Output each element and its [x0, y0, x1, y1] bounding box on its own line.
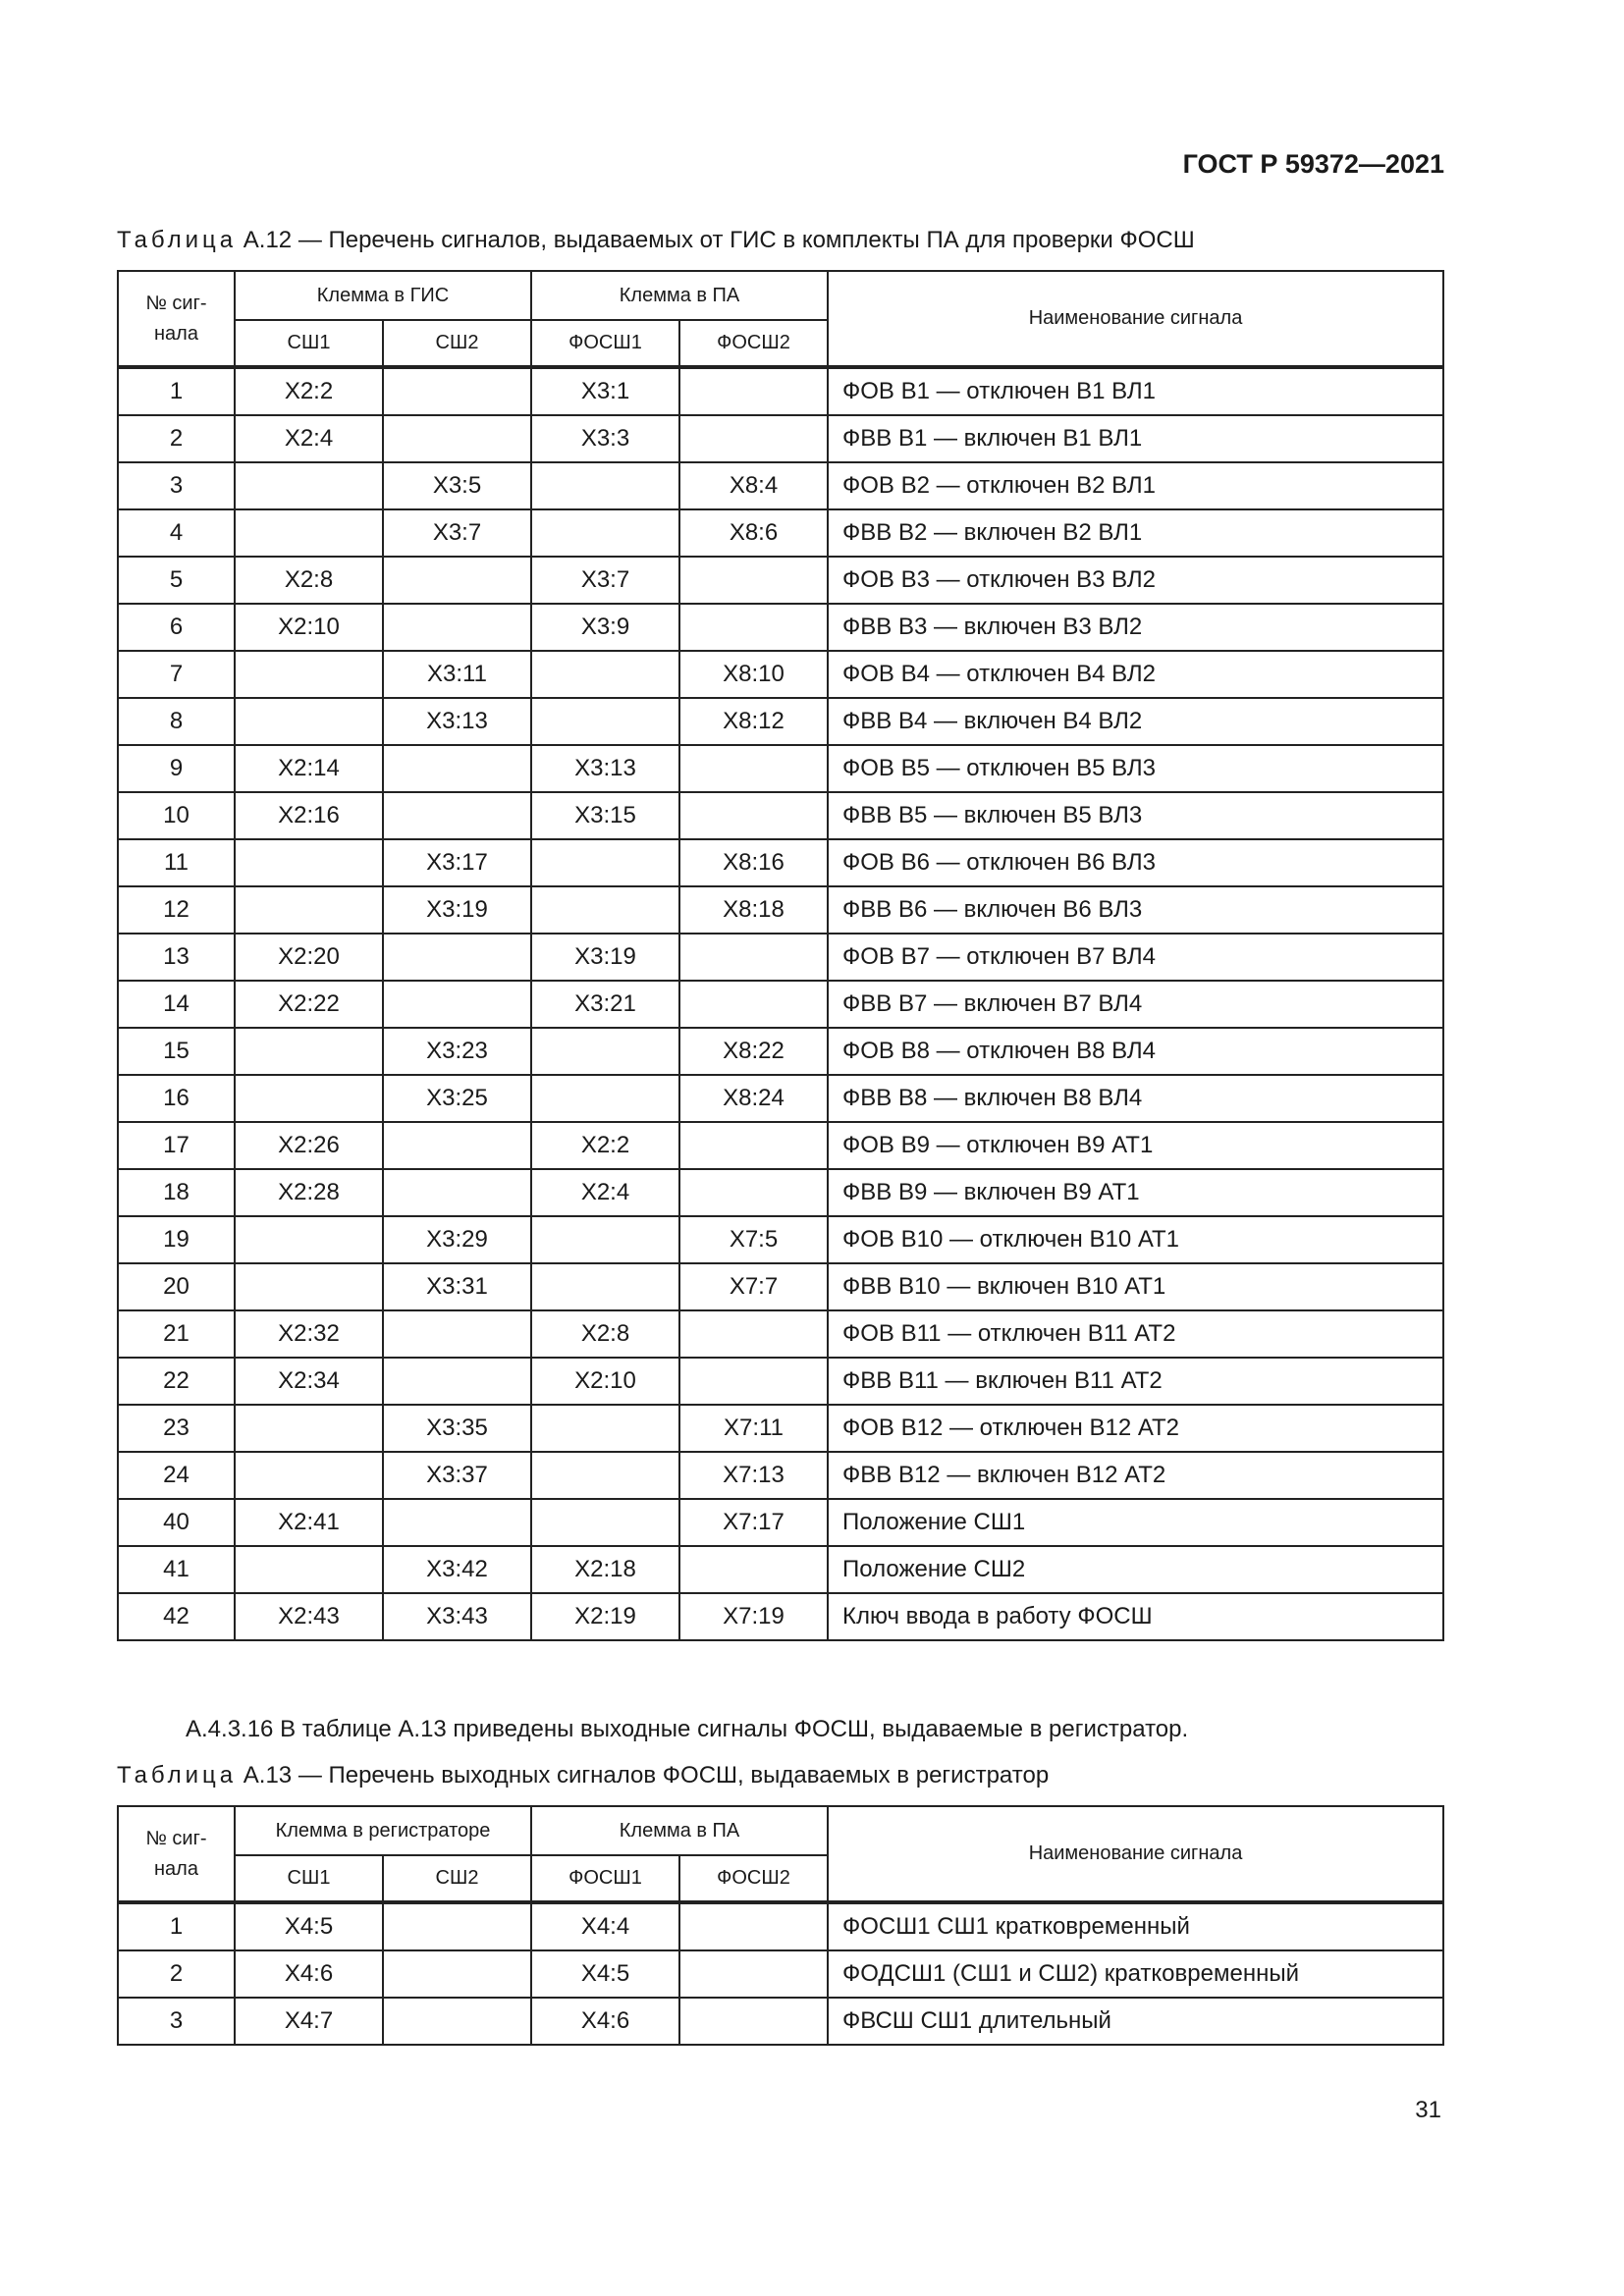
cell-signal-name: ФВВ В2 — включен В2 ВЛ1: [828, 509, 1443, 557]
cell-fossh1: [531, 1499, 679, 1546]
cell-sh1: X2:43: [235, 1593, 383, 1640]
cell-fossh1: X2:8: [531, 1310, 679, 1358]
paragraph-a4316: А.4.3.16 В таблице А.13 приведены выходные сигналы ФОСШ, выдаваемые в регистратор.: [186, 1716, 1189, 1742]
cell-fossh2: [679, 981, 828, 1028]
table-row: [118, 367, 1443, 415]
cell-fossh1: [531, 698, 679, 745]
header-col-fossh1: ФОСШ1: [531, 320, 679, 367]
table-row: [118, 698, 1443, 745]
table-row: [118, 1546, 1443, 1593]
cell-sh2: [383, 981, 531, 1028]
cell-fossh2: [679, 415, 828, 462]
cell-signal-number: 13: [118, 934, 235, 981]
cell-signal-number: 5: [118, 557, 235, 604]
cell-sh2: X3:11: [383, 651, 531, 698]
cell-fossh2: X7:19: [679, 1593, 828, 1640]
cell-sh2: X3:43: [383, 1593, 531, 1640]
cell-sh2: [383, 557, 531, 604]
cell-signal-number: 2: [118, 1950, 235, 1998]
cell-fossh2: X8:18: [679, 886, 828, 934]
cell-signal-number: 40: [118, 1499, 235, 1546]
cell-fossh1: X3:13: [531, 745, 679, 792]
cell-signal-number: 1: [118, 1902, 235, 1950]
cell-fossh2: X7:5: [679, 1216, 828, 1263]
table-row: [118, 604, 1443, 651]
cell-sh2: [383, 1310, 531, 1358]
cell-signal-name: ФВСШ СШ1 длительный: [828, 1998, 1443, 2045]
cell-signal-name: ФОВ В9 — отключен В9 АТ1: [828, 1122, 1443, 1169]
cell-sh2: X3:19: [383, 886, 531, 934]
cell-fossh1: X2:10: [531, 1358, 679, 1405]
cell-fossh2: X8:10: [679, 651, 828, 698]
cell-sh1: X4:7: [235, 1998, 383, 2045]
table-row: [118, 1998, 1443, 2045]
cell-fossh1: X4:5: [531, 1950, 679, 1998]
cell-signal-number: 11: [118, 839, 235, 886]
cell-sh1: [235, 509, 383, 557]
header-col-fossh1: ФОСШ1: [531, 1855, 679, 1902]
cell-signal-number: 19: [118, 1216, 235, 1263]
cell-signal-name: ФВВ В4 — включен В4 ВЛ2: [828, 698, 1443, 745]
cell-fossh2: X7:17: [679, 1499, 828, 1546]
cell-sh2: [383, 792, 531, 839]
cell-signal-name: ФВВ В5 — включен В5 ВЛ3: [828, 792, 1443, 839]
cell-fossh1: [531, 462, 679, 509]
cell-fossh1: [531, 839, 679, 886]
cell-signal-name: ФВВ В6 — включен В6 ВЛ3: [828, 886, 1443, 934]
cell-sh2: X3:5: [383, 462, 531, 509]
header-pa-terminal: Клемма в ПА: [531, 271, 828, 320]
cell-fossh1: [531, 886, 679, 934]
cell-signal-name: ФВВ В9 — включен В9 АТ1: [828, 1169, 1443, 1216]
cell-fossh2: [679, 1122, 828, 1169]
cell-signal-number: 9: [118, 745, 235, 792]
cell-signal-name: ФВВ В7 — включен В7 ВЛ4: [828, 981, 1443, 1028]
table-row: [118, 1169, 1443, 1216]
cell-fossh2: X7:13: [679, 1452, 828, 1499]
header-col-sh1: СШ1: [235, 320, 383, 367]
cell-fossh1: X3:19: [531, 934, 679, 981]
cell-signal-name: ФОВ В3 — отключен В3 ВЛ2: [828, 557, 1443, 604]
cell-sh1: X2:4: [235, 415, 383, 462]
header-gis-terminal: Клемма в ГИС: [235, 271, 531, 320]
signals-table-a12: [117, 270, 1444, 1641]
signals-table-a13: [117, 1805, 1444, 2046]
cell-fossh1: X3:15: [531, 792, 679, 839]
cell-fossh2: [679, 604, 828, 651]
header-recorder-terminal: Клемма в регистраторе: [235, 1806, 531, 1855]
cell-fossh2: [679, 1950, 828, 1998]
cell-fossh2: X8:6: [679, 509, 828, 557]
cell-signal-number: 2: [118, 415, 235, 462]
cell-fossh1: X2:4: [531, 1169, 679, 1216]
cell-signal-number: 10: [118, 792, 235, 839]
cell-sh2: [383, 1358, 531, 1405]
cell-fossh1: [531, 1216, 679, 1263]
cell-signal-number: 15: [118, 1028, 235, 1075]
table-row: [118, 934, 1443, 981]
cell-sh2: X3:29: [383, 1216, 531, 1263]
cell-sh2: X3:35: [383, 1405, 531, 1452]
table-row: [118, 745, 1443, 792]
cell-sh1: X2:28: [235, 1169, 383, 1216]
cell-signal-number: 8: [118, 698, 235, 745]
header-signal-name: Наименование сигнала: [828, 1806, 1443, 1902]
cell-sh1: [235, 1263, 383, 1310]
cell-signal-number: 41: [118, 1546, 235, 1593]
cell-fossh2: X8:4: [679, 462, 828, 509]
cell-signal-number: 20: [118, 1263, 235, 1310]
header-pa-terminal: Клемма в ПА: [531, 1806, 828, 1855]
table-a12-body: [118, 367, 1443, 1640]
cell-signal-name: Положение СШ2: [828, 1546, 1443, 1593]
cell-signal-number: 6: [118, 604, 235, 651]
header-col-sh1: СШ1: [235, 1855, 383, 1902]
cell-sh1: X2:34: [235, 1358, 383, 1405]
cell-sh2: X3:37: [383, 1452, 531, 1499]
cell-signal-name: ФОВ В1 — отключен В1 ВЛ1: [828, 367, 1443, 415]
cell-signal-name: ФВВ В8 — включен В8 ВЛ4: [828, 1075, 1443, 1122]
cell-fossh1: [531, 1075, 679, 1122]
cell-sh2: [383, 1998, 531, 2045]
cell-signal-number: 18: [118, 1169, 235, 1216]
cell-fossh2: [679, 1358, 828, 1405]
table-row: [118, 1028, 1443, 1075]
caption-prefix: Таблица: [117, 1762, 238, 1789]
cell-signal-name: ФОВ В2 — отключен В2 ВЛ1: [828, 462, 1443, 509]
table-row: [118, 1902, 1443, 1950]
cell-signal-name: ФОСШ1 СШ1 кратковременный: [828, 1902, 1443, 1950]
cell-fossh2: X7:7: [679, 1263, 828, 1310]
table-row: [118, 1075, 1443, 1122]
cell-sh1: X2:41: [235, 1499, 383, 1546]
table-row: [118, 792, 1443, 839]
cell-fossh1: X3:9: [531, 604, 679, 651]
cell-signal-number: 14: [118, 981, 235, 1028]
cell-signal-name: Ключ ввода в работу ФОСШ: [828, 1593, 1443, 1640]
page-number: 31: [1415, 2097, 1441, 2123]
cell-signal-name: ФОВ В5 — отключен В5 ВЛ3: [828, 745, 1443, 792]
cell-signal-number: 16: [118, 1075, 235, 1122]
cell-signal-name: ФОВ В6 — отключен В6 ВЛ3: [828, 839, 1443, 886]
cell-sh1: [235, 462, 383, 509]
cell-sh2: [383, 934, 531, 981]
cell-sh1: X2:14: [235, 745, 383, 792]
cell-signal-number: 22: [118, 1358, 235, 1405]
header-signal-name: Наименование сигнала: [828, 271, 1443, 367]
cell-signal-name: ФОВ В10 — отключен В10 АТ1: [828, 1216, 1443, 1263]
cell-sh2: [383, 1122, 531, 1169]
cell-sh2: [383, 1902, 531, 1950]
cell-sh2: [383, 1499, 531, 1546]
cell-signal-number: 4: [118, 509, 235, 557]
cell-fossh2: [679, 934, 828, 981]
cell-signal-name: ФВВ В10 — включен В10 АТ1: [828, 1263, 1443, 1310]
cell-sh2: X3:42: [383, 1546, 531, 1593]
table-row: [118, 1593, 1443, 1640]
cell-fossh1: X3:7: [531, 557, 679, 604]
cell-sh2: [383, 1950, 531, 1998]
table-row: [118, 415, 1443, 462]
cell-signal-name: ФВВ В1 — включен В1 ВЛ1: [828, 415, 1443, 462]
cell-fossh1: X2:19: [531, 1593, 679, 1640]
cell-sh2: [383, 367, 531, 415]
cell-sh1: [235, 1216, 383, 1263]
cell-fossh1: X3:3: [531, 415, 679, 462]
cell-signal-number: 21: [118, 1310, 235, 1358]
header-signal-number: № сиг- нала: [118, 271, 235, 367]
cell-sh1: X2:2: [235, 367, 383, 415]
cell-sh2: X3:25: [383, 1075, 531, 1122]
cell-signal-name: ФВВ В12 — включен В12 АТ2: [828, 1452, 1443, 1499]
table-row: [118, 839, 1443, 886]
cell-signal-number: 42: [118, 1593, 235, 1640]
cell-sh2: X3:17: [383, 839, 531, 886]
cell-fossh1: [531, 651, 679, 698]
caption-prefix: Таблица: [117, 227, 238, 253]
header-signal-number: № сиг- нала: [118, 1806, 235, 1902]
cell-sh2: X3:23: [383, 1028, 531, 1075]
table-row: [118, 1950, 1443, 1998]
cell-sh2: X3:31: [383, 1263, 531, 1310]
cell-signal-number: 3: [118, 462, 235, 509]
table-row: [118, 462, 1443, 509]
table-a12-caption: [117, 227, 1195, 254]
cell-fossh1: [531, 1452, 679, 1499]
header-col-fossh2: ФОСШ2: [679, 1855, 828, 1902]
cell-fossh1: [531, 1263, 679, 1310]
cell-fossh1: X2:2: [531, 1122, 679, 1169]
cell-fossh1: X3:1: [531, 367, 679, 415]
table-row: [118, 1310, 1443, 1358]
table-row: [118, 981, 1443, 1028]
table-row: [118, 557, 1443, 604]
cell-sh1: [235, 1546, 383, 1593]
cell-sh1: X2:22: [235, 981, 383, 1028]
table-row: [118, 1405, 1443, 1452]
cell-sh1: [235, 1075, 383, 1122]
header-col-fossh2: ФОСШ2: [679, 320, 828, 367]
cell-fossh2: X8:16: [679, 839, 828, 886]
cell-signal-name: ФОВ В8 — отключен В8 ВЛ4: [828, 1028, 1443, 1075]
cell-fossh1: X4:6: [531, 1998, 679, 2045]
table-row: [118, 1499, 1443, 1546]
cell-signal-name: Положение СШ1: [828, 1499, 1443, 1546]
cell-signal-name: ФОВ В7 — отключен В7 ВЛ4: [828, 934, 1443, 981]
cell-sh1: X4:6: [235, 1950, 383, 1998]
cell-fossh2: [679, 557, 828, 604]
cell-fossh2: [679, 792, 828, 839]
cell-sh2: [383, 1169, 531, 1216]
cell-sh1: [235, 651, 383, 698]
cell-signal-number: 3: [118, 1998, 235, 2045]
cell-fossh1: X3:21: [531, 981, 679, 1028]
table-row: [118, 1122, 1443, 1169]
table-a13-caption: [117, 1762, 1049, 1789]
cell-sh2: [383, 415, 531, 462]
cell-signal-number: 24: [118, 1452, 235, 1499]
cell-fossh2: X8:22: [679, 1028, 828, 1075]
table-row: [118, 1216, 1443, 1263]
table-row: [118, 1452, 1443, 1499]
cell-signal-name: ФОВ В11 — отключен В11 АТ2: [828, 1310, 1443, 1358]
cell-fossh2: [679, 745, 828, 792]
cell-signal-number: 17: [118, 1122, 235, 1169]
cell-sh1: X2:20: [235, 934, 383, 981]
cell-sh1: X4:5: [235, 1902, 383, 1950]
cell-sh1: [235, 839, 383, 886]
table-row: [118, 651, 1443, 698]
cell-signal-name: ФВВ В3 — включен В3 ВЛ2: [828, 604, 1443, 651]
header-col-sh2: СШ2: [383, 1855, 531, 1902]
table-row: [118, 509, 1443, 557]
cell-signal-number: 7: [118, 651, 235, 698]
cell-sh2: [383, 745, 531, 792]
cell-signal-name: ФВВ В11 — включен В11 АТ2: [828, 1358, 1443, 1405]
cell-fossh2: [679, 1998, 828, 2045]
cell-fossh2: [679, 367, 828, 415]
cell-sh2: [383, 604, 531, 651]
document-id: ГОСТ Р 59372—2021: [1182, 149, 1444, 179]
cell-fossh1: [531, 1405, 679, 1452]
table-a13-body: [118, 1902, 1443, 2045]
cell-signal-name: ФОВ В4 — отключен В4 ВЛ2: [828, 651, 1443, 698]
cell-sh1: [235, 1028, 383, 1075]
cell-fossh1: [531, 509, 679, 557]
caption-text: А.12 — Перечень сигналов, выдаваемых от ГИС в комплекты ПА для проверки ФОСШ: [237, 227, 1195, 253]
cell-sh1: [235, 1452, 383, 1499]
cell-sh2: X3:7: [383, 509, 531, 557]
table-row: [118, 886, 1443, 934]
cell-fossh1: X2:18: [531, 1546, 679, 1593]
cell-sh1: X2:16: [235, 792, 383, 839]
cell-sh1: X2:8: [235, 557, 383, 604]
cell-fossh1: X4:4: [531, 1902, 679, 1950]
cell-fossh2: X8:24: [679, 1075, 828, 1122]
cell-sh2: X3:13: [383, 698, 531, 745]
cell-signal-number: 1: [118, 367, 235, 415]
cell-sh1: [235, 698, 383, 745]
cell-signal-name: ФОДСШ1 (СШ1 и СШ2) кратковременный: [828, 1950, 1443, 1998]
cell-sh1: X2:10: [235, 604, 383, 651]
cell-sh1: [235, 1405, 383, 1452]
cell-signal-number: 23: [118, 1405, 235, 1452]
cell-fossh2: [679, 1546, 828, 1593]
cell-fossh1: [531, 1028, 679, 1075]
cell-fossh2: [679, 1310, 828, 1358]
cell-fossh2: [679, 1902, 828, 1950]
cell-sh1: X2:26: [235, 1122, 383, 1169]
cell-fossh2: [679, 1169, 828, 1216]
table-row: [118, 1263, 1443, 1310]
cell-signal-number: 12: [118, 886, 235, 934]
caption-text: А.13 — Перечень выходных сигналов ФОСШ, выдаваемых в регистратор: [237, 1762, 1050, 1789]
cell-sh1: [235, 886, 383, 934]
cell-sh1: X2:32: [235, 1310, 383, 1358]
cell-signal-name: ФОВ В12 — отключен В12 АТ2: [828, 1405, 1443, 1452]
header-col-sh2: СШ2: [383, 320, 531, 367]
table-row: [118, 1358, 1443, 1405]
cell-fossh2: X8:12: [679, 698, 828, 745]
cell-fossh2: X7:11: [679, 1405, 828, 1452]
